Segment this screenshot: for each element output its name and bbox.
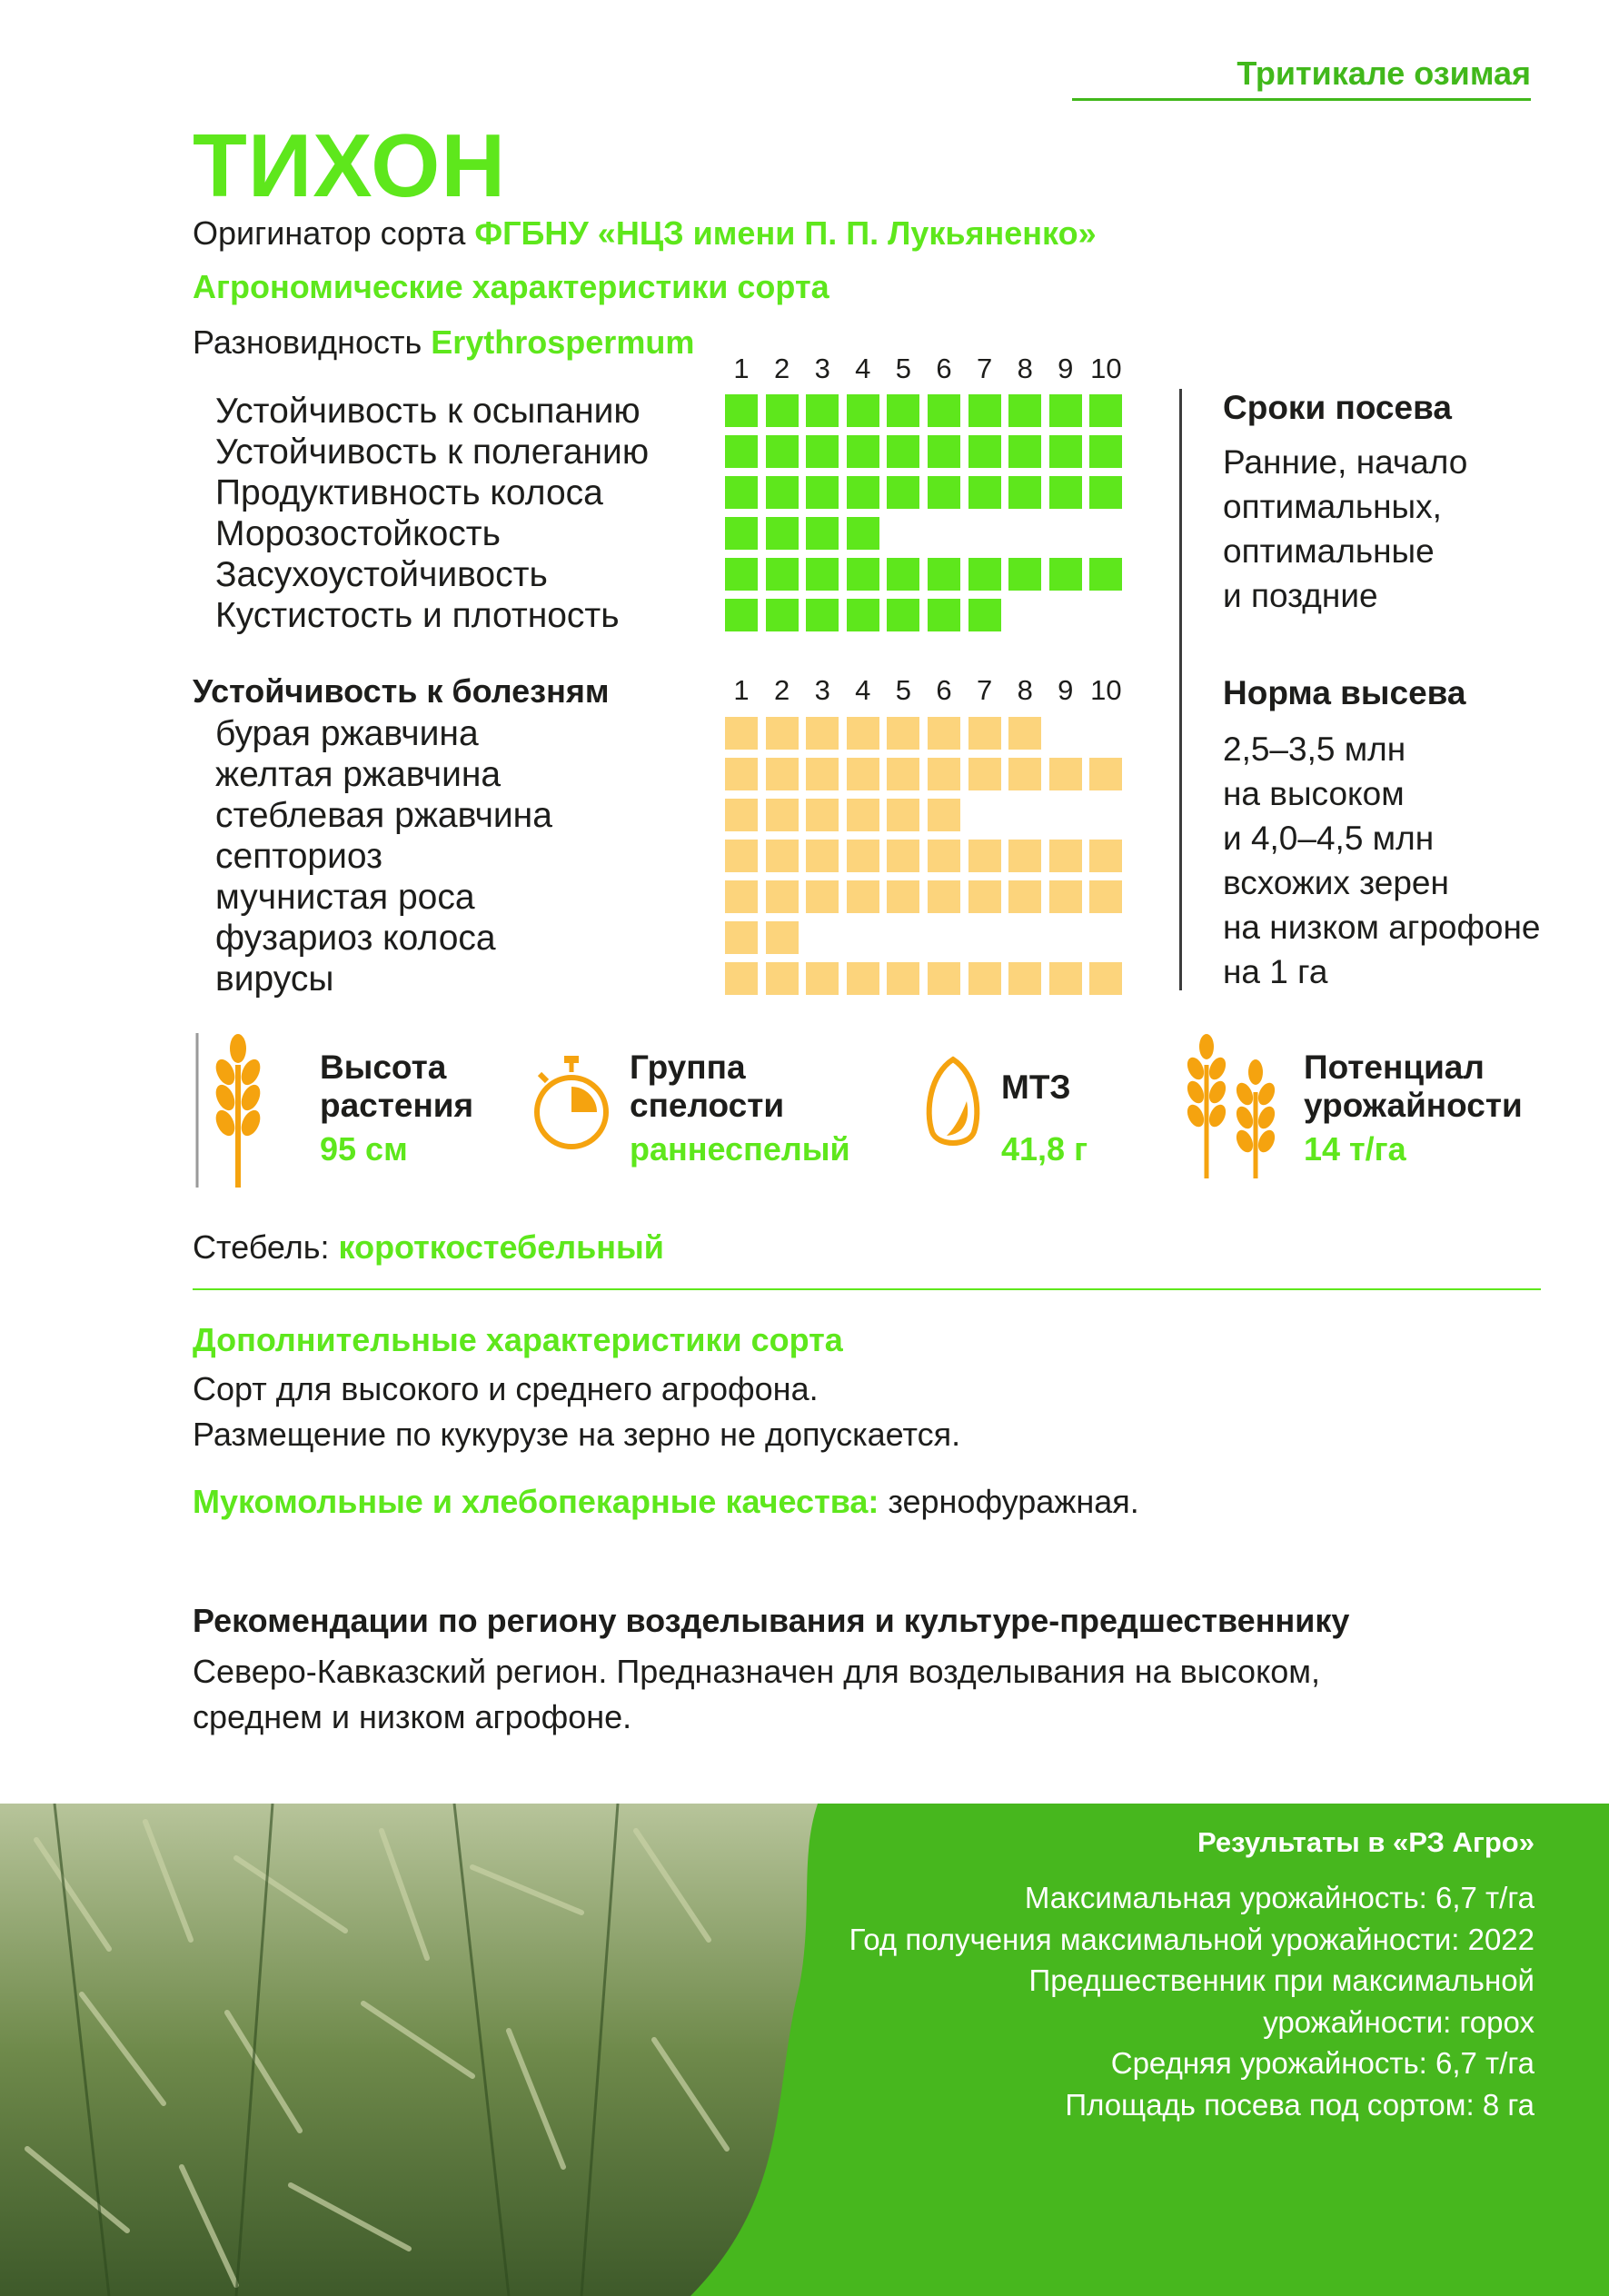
sowing-time-line: оптимальные	[1223, 532, 1435, 570]
disease-score-cell	[766, 840, 799, 872]
recommend-line: среднем и низком агрофоне.	[193, 1698, 632, 1735]
results-line: Год получения максимальной урожайности: 2022	[849, 1922, 1535, 1956]
trait-score-cell	[847, 476, 879, 509]
scale-bottom-num-4: 4	[855, 674, 871, 706]
disease-list	[215, 713, 552, 999]
trait-score-cell	[1008, 476, 1041, 509]
trait-score-cell	[1008, 435, 1041, 468]
stem-label: Стебель:	[193, 1228, 330, 1266]
trait-score-cell	[887, 476, 919, 509]
disease-score-cell	[928, 840, 960, 872]
sowing-time-text	[1223, 440, 1467, 618]
disease-score-cell	[887, 962, 919, 995]
disease-score-cell	[1089, 962, 1122, 995]
stem-value: короткостебельный	[338, 1228, 664, 1266]
sowing-time-line: и поздние	[1223, 577, 1378, 614]
seeding-rate-line: на низком агрофоне	[1223, 909, 1541, 946]
scale-top-num-3: 3	[814, 353, 830, 384]
disease-score-cell	[1008, 758, 1041, 790]
disease-score-cell	[968, 758, 1001, 790]
stat-value-mtz: 41,8 г	[1001, 1130, 1088, 1168]
additional-line: Размещение по кукурузе на зерно не допускается.	[193, 1416, 961, 1453]
trait-score-cell	[968, 599, 1001, 631]
agro-heading: Агрономические характеристики сорта	[193, 268, 829, 305]
trait-score-cell	[1049, 435, 1082, 468]
originator-label: Оригинатор сорта	[193, 214, 466, 252]
disease-score-cell	[766, 880, 799, 913]
disease-score-cell	[766, 921, 799, 954]
disease-score-cell	[806, 962, 839, 995]
scale-top-num-9: 9	[1058, 353, 1074, 384]
trait-score-cell	[1089, 558, 1122, 591]
trait-score-cell	[1008, 558, 1041, 591]
disease-score-cell	[1089, 758, 1122, 790]
disease-score-cell	[806, 840, 839, 872]
originator-value: ФГБНУ «НЦЗ имени П. П. Лукьяненко»	[474, 214, 1097, 252]
sowing-time-heading: Сроки посева	[1223, 389, 1452, 426]
disease-score-cell	[1008, 717, 1041, 750]
milling-label: Мукомольные и хлебопекарные качества:	[193, 1483, 879, 1520]
trait-score-cell	[766, 517, 799, 550]
stat-label-height	[320, 1049, 473, 1125]
scale-bottom-num-9: 9	[1058, 674, 1074, 706]
disease-heading: Устойчивость к болезням	[193, 672, 610, 710]
disease-score-cell	[766, 962, 799, 995]
trait-score-cell	[847, 517, 879, 550]
stat-label-potential	[1304, 1049, 1523, 1125]
stat-value-ripeness: раннеспелый	[630, 1130, 850, 1168]
subspecies-value: Erythrospermum	[431, 323, 695, 361]
scale-bottom-num-8: 8	[1017, 674, 1033, 706]
trait-name: Засухоустойчивость	[215, 555, 548, 594]
sowing-time-line: Ранние, начало	[1223, 443, 1468, 481]
stat-label-line: МТЗ	[1001, 1068, 1071, 1106]
disease-score-cell	[806, 799, 839, 831]
stat-label-ripeness	[630, 1049, 784, 1125]
trait-name: Устойчивость к осыпанию	[215, 392, 641, 431]
double-wheat-icon	[1177, 1029, 1305, 1183]
stat-value-potential: 14 т/га	[1304, 1130, 1406, 1168]
disease-score-cell	[887, 840, 919, 872]
trait-name: Кустистость и плотность	[215, 596, 620, 635]
trait-score-cell	[887, 558, 919, 591]
trait-score-cell	[1089, 435, 1122, 468]
grain-icon	[921, 1056, 985, 1154]
disease-score-cell	[725, 758, 758, 790]
trait-score-cell	[1089, 394, 1122, 427]
scale-top-num-10: 10	[1090, 353, 1122, 384]
disease-score-cell	[968, 717, 1001, 750]
disease-score-cell	[1008, 840, 1041, 872]
disease-score-cell	[1008, 880, 1041, 913]
scale-bottom-num-3: 3	[814, 674, 830, 706]
disease-name: бурая ржавчина	[215, 714, 479, 753]
seeding-rate-line: 2,5–3,5 млн	[1223, 731, 1406, 768]
trait-score-cell	[806, 476, 839, 509]
recommend-line: Северо-Кавказский регион. Предназначен для возделывания на высоком,	[193, 1653, 1320, 1690]
trait-score-cell	[1049, 394, 1082, 427]
recommend-heading: Рекомендации по региону возделывания и культуре-предшественнику	[193, 1602, 1350, 1639]
scale-bottom-num-6: 6	[936, 674, 952, 706]
stat-label-line: растения	[320, 1087, 474, 1124]
crop-type-label: Тритикале озимая	[1237, 55, 1531, 92]
stat-value-height: 95 см	[320, 1130, 408, 1168]
recommend-text	[193, 1649, 1320, 1740]
column-divider	[1179, 389, 1182, 990]
trait-name: Морозостойкость	[215, 514, 501, 553]
trait-list	[215, 391, 649, 636]
disease-score-cell	[928, 962, 960, 995]
disease-score-cell	[806, 758, 839, 790]
scale-bottom-num-1: 1	[733, 674, 750, 706]
disease-score-cell	[1049, 962, 1082, 995]
trait-score-cell	[725, 558, 758, 591]
disease-score-cell	[887, 758, 919, 790]
trait-score-cell	[887, 394, 919, 427]
trait-score-cell	[806, 517, 839, 550]
originator-line	[193, 214, 1097, 253]
disease-score-cell	[725, 840, 758, 872]
disease-score-cell	[887, 880, 919, 913]
scale-top-num-4: 4	[855, 353, 871, 384]
trait-score-cell	[725, 435, 758, 468]
header-rule	[1072, 98, 1531, 101]
section-rule	[193, 1288, 1541, 1290]
stat-label-line: Высота	[320, 1049, 447, 1086]
stat-label-line: Потенциал	[1304, 1049, 1485, 1086]
disease-score-cell	[1089, 840, 1122, 872]
trait-score-cell	[766, 394, 799, 427]
scale-bottom-num-2: 2	[773, 674, 790, 706]
disease-score-cell	[766, 717, 799, 750]
trait-score-cell	[847, 599, 879, 631]
disease-score-cell	[847, 962, 879, 995]
disease-score-cell	[1049, 880, 1082, 913]
trait-score-cell	[766, 558, 799, 591]
seeding-rate-text	[1223, 727, 1541, 994]
additional-text	[193, 1367, 960, 1457]
disease-name: септориоз	[215, 837, 383, 876]
trait-score-cell	[928, 599, 960, 631]
trait-score-cell	[928, 558, 960, 591]
trait-name: Устойчивость к полеганию	[215, 432, 650, 472]
disease-score-cell	[887, 799, 919, 831]
disease-name: стеблевая ржавчина	[215, 796, 552, 835]
trait-score-cell	[847, 394, 879, 427]
disease-score-cell	[847, 840, 879, 872]
results-line: Площадь посева под сортом: 8 га	[1065, 2087, 1535, 2122]
variety-title: ТИХОН	[193, 115, 507, 215]
trait-score-cell	[806, 599, 839, 631]
disease-score-cell	[928, 880, 960, 913]
disease-score-cell	[928, 717, 960, 750]
disease-score-cell	[847, 880, 879, 913]
results-heading: Результаты в «РЗ Агро»	[1197, 1826, 1535, 1858]
trait-score-cell	[928, 394, 960, 427]
disease-score-cell	[847, 758, 879, 790]
trait-score-cell	[1049, 476, 1082, 509]
stat-label-mtz	[1001, 1068, 1071, 1107]
scale-top-num-7: 7	[976, 353, 993, 384]
trait-score-cell	[968, 394, 1001, 427]
disease-score-cell	[725, 921, 758, 954]
scale-bottom-num-7: 7	[976, 674, 993, 706]
scale-bottom-num-5: 5	[895, 674, 912, 706]
disease-score-cell	[725, 717, 758, 750]
disease-name: фузариоз колоса	[215, 919, 496, 958]
trait-score-cell	[766, 599, 799, 631]
stopwatch-icon	[531, 1054, 612, 1154]
scale-top-num-6: 6	[936, 353, 952, 384]
trait-score-cell	[725, 599, 758, 631]
scale-top-num-1: 1	[733, 353, 750, 384]
disease-score-cell	[968, 962, 1001, 995]
results-line: урожайности: горох	[1263, 2004, 1535, 2039]
stat-label-line: урожайности	[1304, 1087, 1523, 1124]
results-line: Максимальная урожайность: 6,7 т/га	[1024, 1881, 1535, 1914]
stat-label-line: спелости	[630, 1087, 785, 1124]
disease-score-cell	[806, 880, 839, 913]
additional-heading: Дополнительные характеристики сорта	[193, 1321, 843, 1358]
additional-line: Сорт для высокого и среднего агрофона.	[193, 1370, 819, 1407]
trait-score-cell	[725, 517, 758, 550]
results-line: Средняя урожайность: 6,7 т/га	[1110, 2046, 1535, 2080]
trait-score-cell	[928, 435, 960, 468]
trait-score-cell	[806, 435, 839, 468]
disease-score-cell	[1049, 840, 1082, 872]
scale-top-num-8: 8	[1017, 353, 1033, 384]
trait-score-cell	[766, 435, 799, 468]
subspecies-label: Разновидность	[193, 323, 422, 361]
milling-line	[193, 1483, 1139, 1521]
disease-score-cell	[766, 758, 799, 790]
seeding-rate-line: всхожих зерен	[1223, 864, 1449, 901]
sowing-time-line: оптимальных,	[1223, 488, 1442, 525]
seeding-rate-heading: Норма высева	[1223, 674, 1466, 711]
disease-score-cell	[928, 799, 960, 831]
trait-score-cell	[1089, 476, 1122, 509]
trait-score-cell	[1049, 558, 1082, 591]
seeding-rate-line: на 1 га	[1223, 953, 1328, 990]
trait-score-cell	[887, 435, 919, 468]
disease-score-cell	[847, 799, 879, 831]
disease-score-cell	[725, 962, 758, 995]
disease-score-cell	[1049, 758, 1082, 790]
scale-bottom	[0, 674, 1181, 711]
scale-top	[0, 353, 1181, 389]
disease-score-cell	[725, 799, 758, 831]
scale-top-num-5: 5	[895, 353, 912, 384]
trait-score-cell	[806, 558, 839, 591]
trait-score-cell	[847, 435, 879, 468]
trait-score-cell	[887, 599, 919, 631]
disease-score-cell	[1089, 880, 1122, 913]
trait-score-cell	[928, 476, 960, 509]
scale-bottom-num-10: 10	[1090, 674, 1122, 706]
disease-score-cell	[847, 717, 879, 750]
trait-score-cell	[806, 394, 839, 427]
disease-score-cell	[766, 799, 799, 831]
disease-score-cell	[968, 840, 1001, 872]
scale-top-num-2: 2	[773, 353, 790, 384]
wheat-ear-icon	[193, 1029, 293, 1192]
stat-label-line: Группа	[630, 1049, 746, 1086]
trait-score-cell	[968, 558, 1001, 591]
disease-score-cell	[1008, 962, 1041, 995]
stem-line	[193, 1228, 664, 1267]
trait-score-cell	[968, 476, 1001, 509]
seeding-rate-line: на высоком	[1223, 775, 1405, 812]
milling-value: зернофуражная.	[888, 1483, 1139, 1520]
results-line: Предшественник при максимальной	[1028, 1963, 1535, 1997]
disease-name: желтая ржавчина	[215, 755, 502, 794]
trait-score-cell	[968, 435, 1001, 468]
trait-score-cell	[766, 476, 799, 509]
disease-score-cell	[725, 880, 758, 913]
trait-score-cell	[1008, 394, 1041, 427]
disease-score-cell	[968, 880, 1001, 913]
disease-name: вирусы	[215, 959, 334, 999]
disease-score-cell	[887, 717, 919, 750]
trait-score-cell	[725, 476, 758, 509]
disease-score-cell	[806, 717, 839, 750]
seeding-rate-line: и 4,0–4,5 млн	[1223, 820, 1435, 857]
trait-name: Продуктивность колоса	[215, 473, 603, 512]
disease-name: мучнистая роса	[215, 878, 475, 917]
trait-score-cell	[725, 394, 758, 427]
trait-score-cell	[847, 558, 879, 591]
disease-score-cell	[928, 758, 960, 790]
